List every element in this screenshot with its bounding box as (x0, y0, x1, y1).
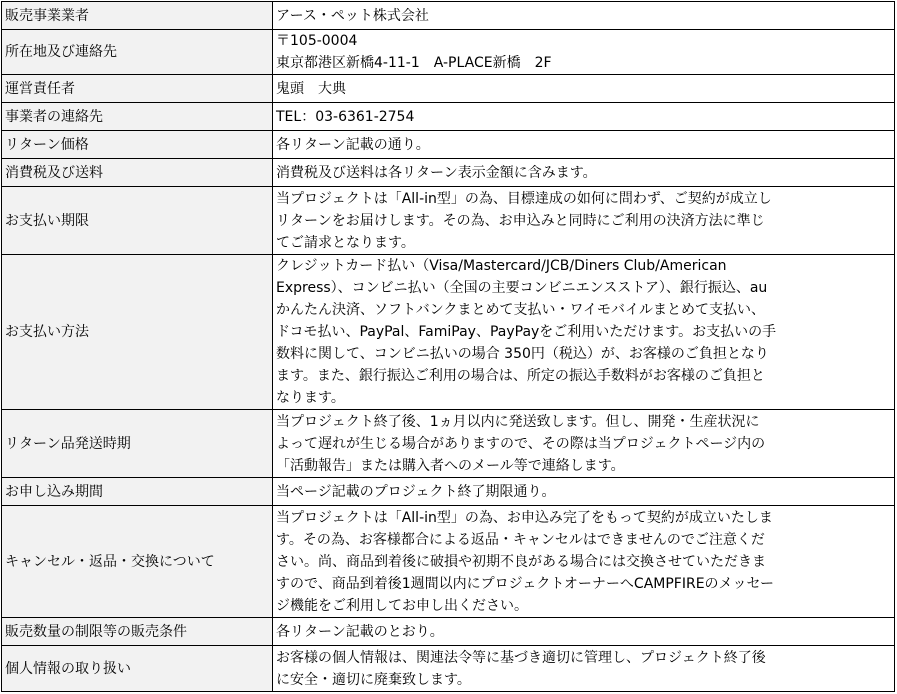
table-row (2, 618, 895, 646)
row-value-return-price: 各リターン記載の通り。 (273, 131, 895, 159)
row-label-contact: 事業者の連絡先 (2, 103, 273, 131)
row-value-shipping-time: 当プロジェクト終了後、1ヵ月以内に発送致します。但し、開発・生産状況に よって遅れが生じる場合がありますので、その際は当プロジェクトページ内の 「活動報告」または購入者へのメール等で連絡します。 (273, 410, 895, 478)
row-label-application-period: お申し込み期間 (2, 478, 273, 506)
row-value-contact: TEL：03-6361-2754 (273, 103, 895, 131)
row-label-payment-method: お支払い方法 (2, 255, 273, 410)
row-value-application-period: 当ページ記載のプロジェクト終了期限通り。 (273, 478, 895, 506)
table-row (2, 2, 895, 30)
row-value-payment-deadline: 当プロジェクトは「All-in型」の為、目標達成の如何に問わず、ご契約が成立し リターンをお届けします。その為、お申込みと同時にご利用の決済方法に準じ てご請求となります。 (273, 187, 895, 255)
row-value-privacy: お客様の個人情報は、関連法令等に基づき適切に管理し、プロジェクト終了後 に安全・適切に廃棄致します。 (273, 646, 895, 692)
table-row (2, 646, 895, 692)
table-row (2, 75, 895, 103)
commerce-disclosure-table (1, 1, 895, 692)
row-value-sales-conditions: 各リターン記載のとおり。 (273, 618, 895, 646)
row-value-manager: 鬼頭 大典 (273, 75, 895, 103)
row-label-return-price: リターン価格 (2, 131, 273, 159)
row-label-tax-shipping: 消費税及び送料 (2, 159, 273, 187)
row-label-sales-conditions: 販売数量の制限等の販売条件 (2, 618, 273, 646)
row-label-payment-deadline: お支払い期限 (2, 187, 273, 255)
table-row (2, 187, 895, 255)
table-row (2, 103, 895, 131)
row-value-payment-method: クレジットカード払い（Visa/Mastercard/JCB/Diners Club/American Express）、コンビニ払い（全国の主要コンビニエンスストア）、銀行振込、au かんたん決済、ソフトバンクまとめて支払い・ワイモバイルまとめて支払い、 ドコモ払い、PayPal、FamiPay、PayPayをご利用いただけます。お支払いの手 数料に関して、コンビニ払いの場合 350円（税込）が、お客様のご負担となり ます。また、銀行振込ご利用の場合は、所定の振込手数料がお客様のご負担と なります。 (273, 255, 895, 410)
row-value-address: 〒105-0004 東京都港区新橋4-11-1 A-PLACE新橋 2F (273, 30, 895, 75)
table-row (2, 506, 895, 618)
table-row (2, 30, 895, 75)
row-label-shipping-time: リターン品発送時期 (2, 410, 273, 478)
table-row (2, 410, 895, 478)
row-label-cancellation: キャンセル・返品・交換について (2, 506, 273, 618)
row-value-cancellation: 当プロジェクトは「All-in型」の為、お申込み完了をもって契約が成立いたしま す。その為、お客様都合による返品・キャンセルはできませんのでご注意くだ さい。尚、商品到着後に破損や初期不良がある場合には交換させていただきま すので、商品到着後1週間以内にプロジェクトオーナーへCAMPFIREのメッセー ジ機能をご利用してお申し出ください。 (273, 506, 895, 618)
table-row (2, 131, 895, 159)
row-label-address: 所在地及び連絡先 (2, 30, 273, 75)
table-row (2, 478, 895, 506)
table-row (2, 255, 895, 410)
table-row (2, 159, 895, 187)
row-label-privacy: 個人情報の取り扱い (2, 646, 273, 692)
row-value-seller: アース・ペット株式会社 (273, 2, 895, 30)
row-label-manager: 運営責任者 (2, 75, 273, 103)
row-label-seller: 販売事業業者 (2, 2, 273, 30)
row-value-tax-shipping: 消費税及び送料は各リターン表示金額に含みます。 (273, 159, 895, 187)
